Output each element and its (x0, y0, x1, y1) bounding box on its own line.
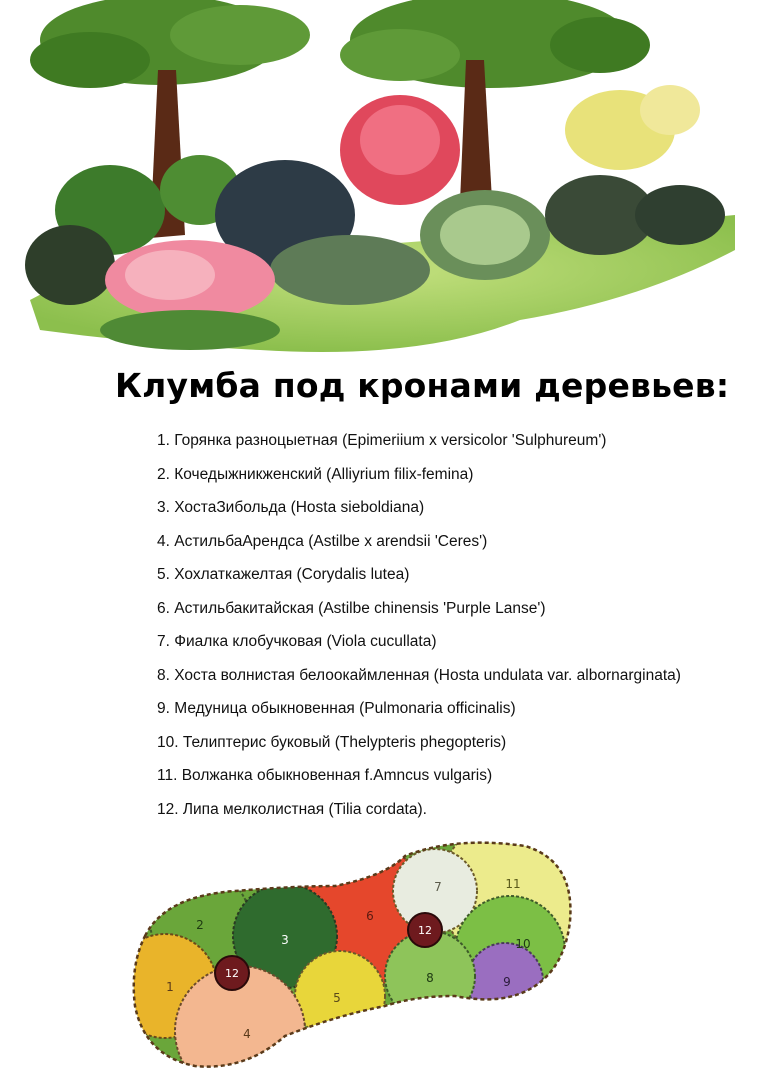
list-item: 1. Горянка разноцыетная (Epimeriium x versicolor 'Sulphureum') (157, 432, 607, 449)
tree-canopy-right (340, 0, 650, 88)
zone-label-12b: 12 (418, 924, 432, 937)
zone-label-9: 9 (503, 975, 511, 989)
list-item: 7. Фиалка клобучковая (Viola cucullata) (157, 633, 437, 650)
garden-bed-illustration (0, 0, 765, 365)
list-item: 10. Телиптерис буковый (Thelypteris phegopteris) (157, 733, 507, 751)
zone-label-6: 6 (366, 909, 374, 923)
fern-middle (270, 235, 430, 305)
page-title: Клумба под кронами деревьев: (115, 366, 730, 405)
zone-label-2: 2 (196, 918, 204, 932)
bed-planting-plan (125, 836, 585, 1076)
zone-label-4: 4 (243, 1027, 251, 1041)
zone-label-8: 8 (426, 971, 434, 985)
list-item: 12. Липа мелколистная (Tilia cordata). (157, 800, 427, 818)
zone-label-1: 1 (166, 980, 174, 994)
zone-label-12a: 12 (225, 967, 239, 980)
zone-label-10: 10 (515, 937, 531, 951)
groundcover (100, 310, 280, 350)
plant-list (157, 424, 757, 826)
list-item: 9. Медуница обыкновенная (Pulmonaria officinalis) (157, 700, 516, 717)
list-item: 2. Кочедыжникженский (Alliyrium filix-femina) (157, 465, 474, 483)
list-item: 8. Хоста волнистая белоокаймленная (Hosta undulata var. albornarginata) (157, 666, 681, 684)
zone-label-3: 3 (281, 933, 289, 947)
list-item: 11. Волжанка обыкновенная f.Amncus vulgaris) (157, 767, 493, 784)
list-item: 6. Астильбакитайская (Astilbe chinensis 'Purple Lanse') (157, 599, 546, 617)
list-item: 3. ХостаЗибольда (Hosta sieboldiana) (157, 499, 425, 516)
zone-label-7: 7 (434, 880, 442, 894)
yellow-flowers (565, 85, 700, 170)
list-item: 5. Хохлаткажелтая (Corydalis lutea) (157, 566, 410, 583)
shrub-dark-left (25, 225, 115, 305)
zone-label-11: 11 (505, 877, 521, 891)
zone-label-5: 5 (333, 991, 341, 1005)
list-item: 4. АстильбаАрендса (Astilbe x arendsii 'Ceres') (157, 532, 488, 550)
